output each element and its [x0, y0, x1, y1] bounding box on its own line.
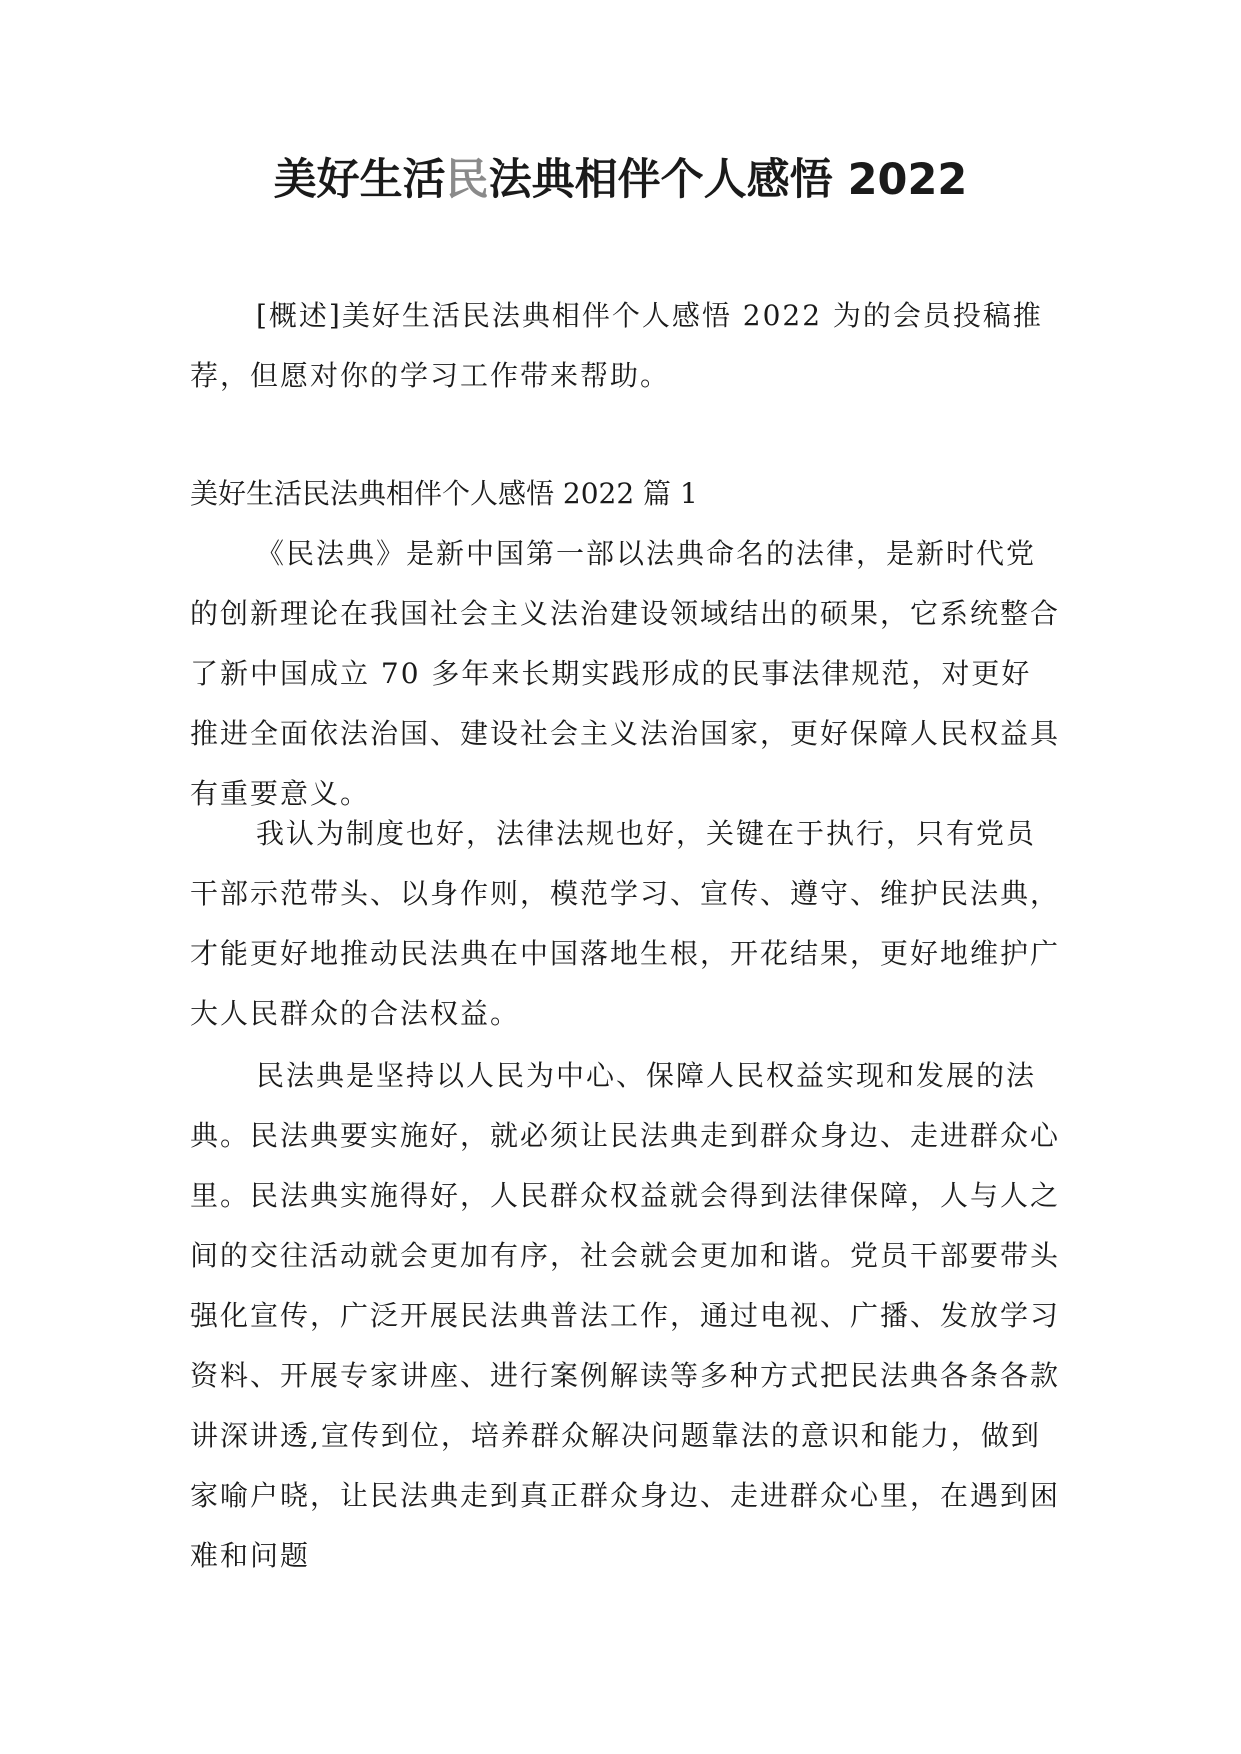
body-paragraph-2: 我认为制度也好，法律法规也好，关键在于执行，只有党员干部示范带头、以身作则，模范学习、宣传、遵守、维护民法典，才能更好地推动民法典在中国落地生根，开花结果，更好地维护广大人民群众的合法权益。 — [190, 817, 1061, 1030]
summary-paragraph: [概述]美好生活民法典相伴个人感悟 2022 为的会员投稿推荐，但愿对你的学习工作带来帮助。 — [190, 299, 1043, 392]
document-title — [0, 152, 1241, 208]
title-highlighted-character: 民 — [445, 155, 489, 205]
title-text-start: 美好生活 — [273, 155, 446, 205]
body-paragraph-1: 《民法典》是新中国第一部以法典命名的法律，是新时代党的创新理论在我国社会主义法治建设领域结出的硕果，它系统整合了新中国成立 70 多年来长期实践形成的民事法律规范，对更好推进全面依法治国、建设社会主义法治国家，更好保障人民权益具有重要意义。 — [190, 537, 1061, 810]
body-paragraph-3: 民法典是坚持以人民为中心、保障人民权益实现和发展的法典。民法典要实施好，就必须让民法典走到群众身边、走进群众心里。民法典实施得好，人民群众权益就会得到法律保障，人与人之间的交往活动就会更加有序，社会就会更加和谐。党员干部要带头强化宣传，广泛开展民法典普法工作，通过电视、广播、发放学习资料、开展专家讲座、进行案例解读等多种方式把民法典各条各款讲深讲透,宣传到位，培养群众解决问题靠法的意识和能力，做到家喻户晓，让民法典走到真正群众身边、走进群众心里，在遇到困难和问题 — [190, 1059, 1061, 1572]
title-text-end: 法典相伴个人感悟 2022 — [488, 155, 968, 205]
section-heading: 美好生活民法典相伴个人感悟 2022 篇 1 — [190, 477, 698, 510]
